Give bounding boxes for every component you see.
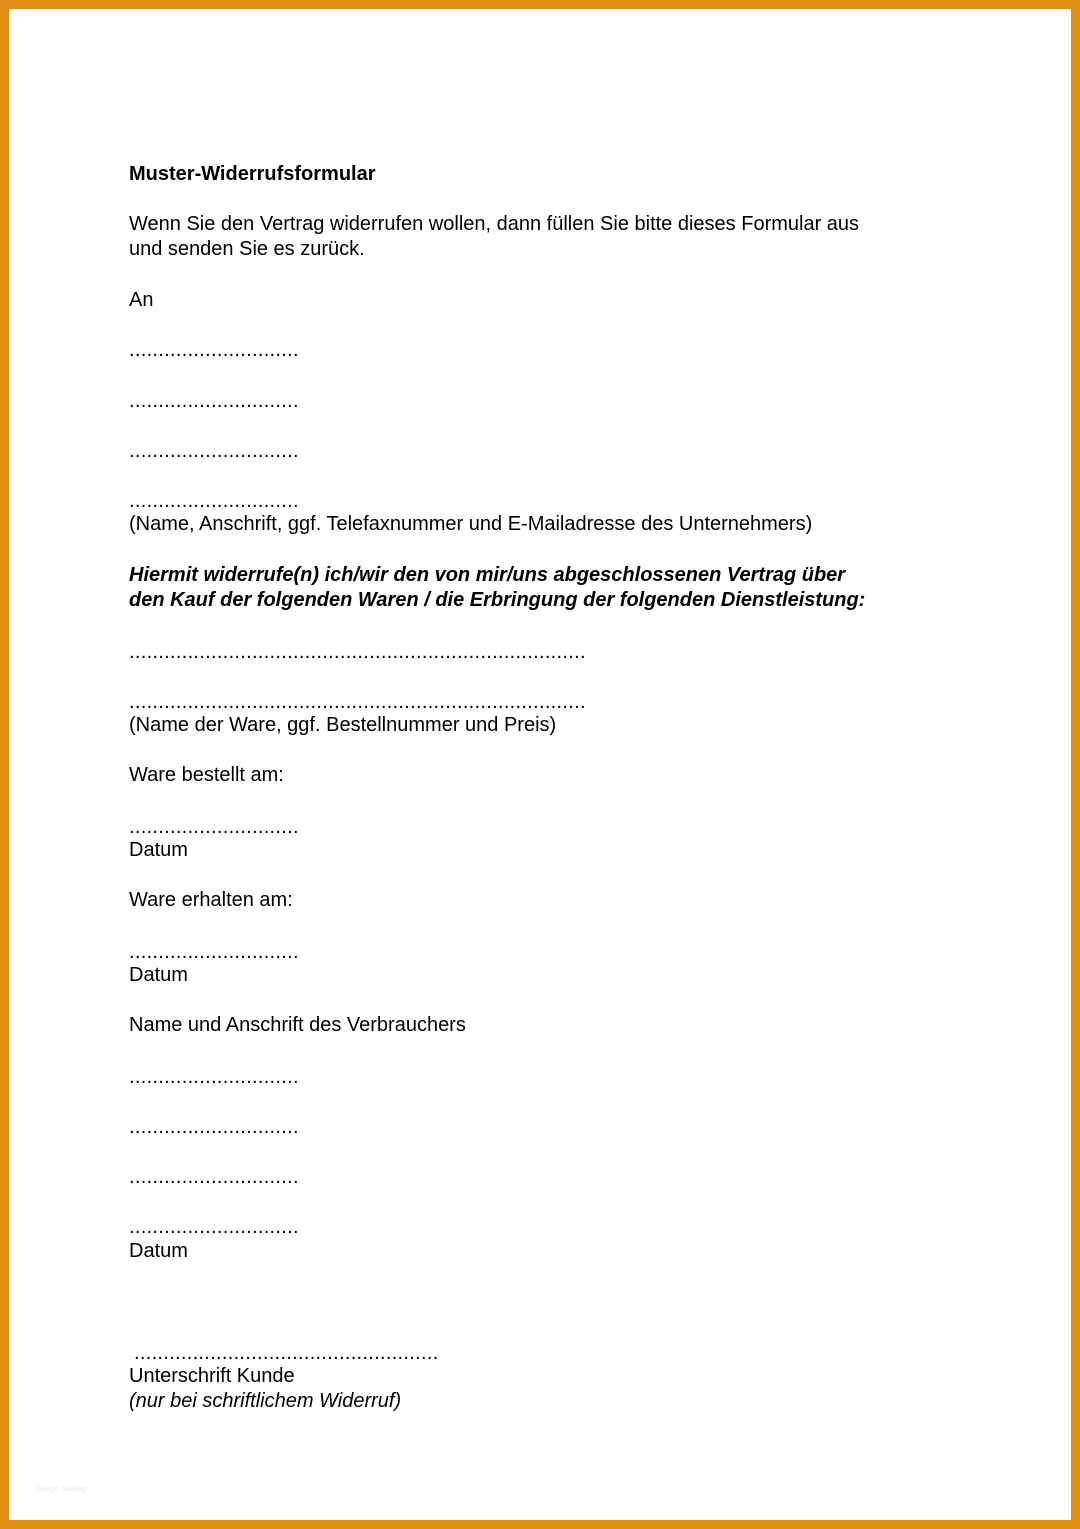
ordered-label: Ware bestellt am: — [129, 764, 284, 786]
goods-caption: (Name der Ware, ggf. Bestellnummer und Preis) — [129, 714, 557, 736]
consumer-date-caption: Datum — [129, 1240, 188, 1262]
watermark-text: Image catalog — [36, 1484, 87, 1493]
goods-field-1[interactable]: .............................................................................. — [129, 641, 586, 663]
signature-note: (nur bei schriftlichem Widerruf) — [129, 1390, 402, 1412]
intro-text-line-1: Wenn Sie den Vertrag widerrufen wollen, dann füllen Sie bitte dieses Formular aus — [129, 213, 860, 235]
ordered-date-caption: Datum — [129, 839, 188, 861]
goods-field-2[interactable]: .............................................................................. — [129, 691, 586, 713]
consumer-field-1[interactable]: ............................. — [129, 1066, 299, 1088]
recipient-field-2[interactable]: ............................. — [129, 390, 299, 412]
recipient-field-3[interactable]: ............................. — [129, 440, 299, 462]
received-date-field[interactable]: ............................. — [129, 941, 299, 963]
intro-text-line-2: und senden Sie es zurück. — [129, 238, 365, 260]
signature-field[interactable]: .................................................... — [134, 1342, 439, 1364]
recipient-field-4[interactable]: ............................. — [129, 490, 299, 512]
document-title: Muster-Widerrufsformular — [129, 163, 376, 185]
consumer-field-3[interactable]: ............................. — [129, 1166, 299, 1188]
recipient-field-1[interactable]: ............................. — [129, 339, 299, 361]
recipient-caption: (Name, Anschrift, ggf. Telefaxnummer und E-Mailadresse des Unternehmers) — [129, 513, 813, 535]
declaration-line-1: Hiermit widerrufe(n) ich/wir den von mir/uns abgeschlossenen Vertrag über — [129, 564, 846, 586]
received-label: Ware erhalten am: — [129, 889, 293, 911]
consumer-field-2[interactable]: ............................. — [129, 1116, 299, 1138]
recipient-label: An — [129, 289, 154, 311]
ordered-date-field[interactable]: ............................. — [129, 816, 299, 838]
signature-label: Unterschrift Kunde — [129, 1365, 295, 1387]
received-date-caption: Datum — [129, 964, 188, 986]
consumer-label: Name und Anschrift des Verbrauchers — [129, 1014, 466, 1036]
declaration-line-2: den Kauf der folgenden Waren / die Erbringung der folgenden Dienstleistung: — [129, 589, 866, 611]
consumer-field-4[interactable]: ............................. — [129, 1216, 299, 1238]
